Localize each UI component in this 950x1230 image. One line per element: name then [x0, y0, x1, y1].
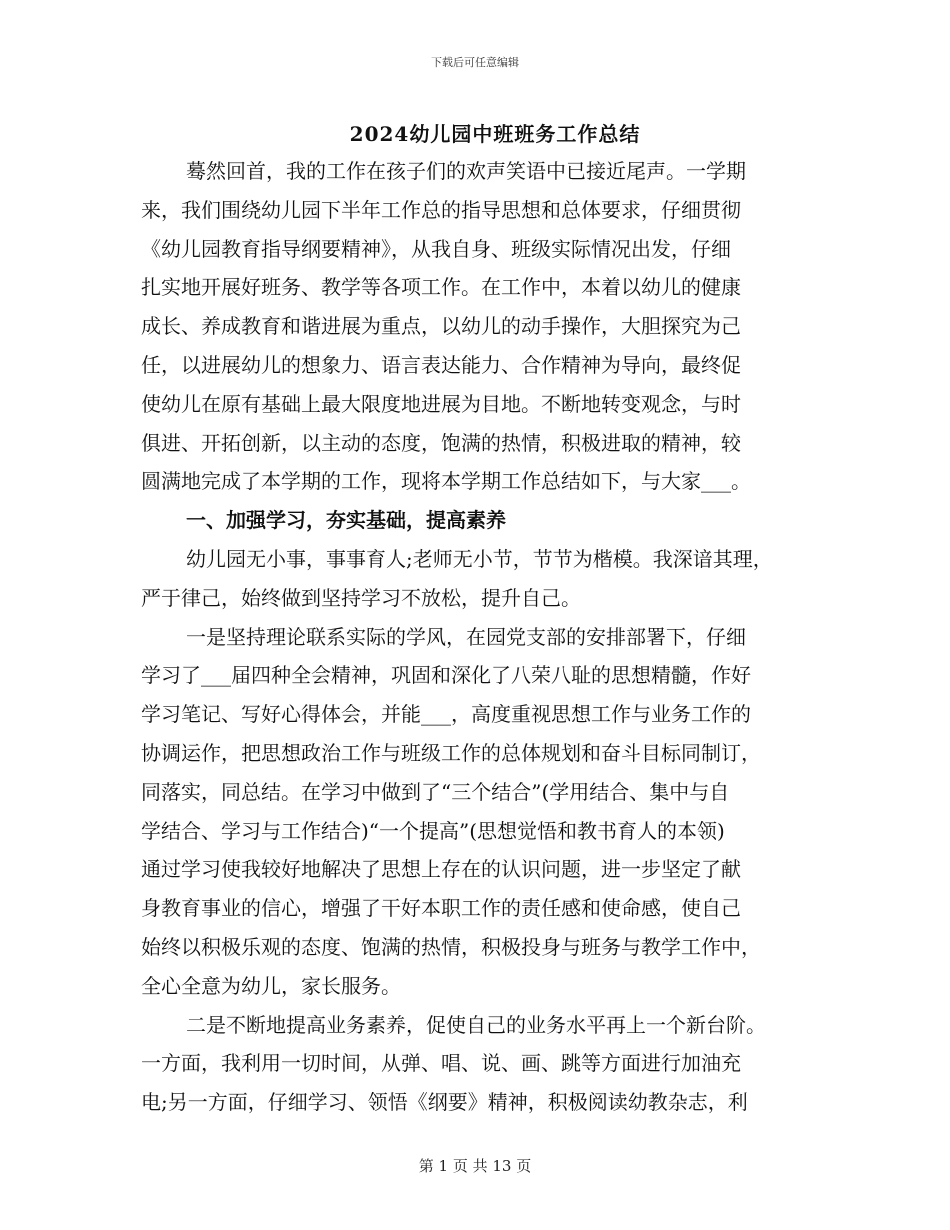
text-line: 扎实地开展好班务、教学等各项工作。在工作中，本着以幼儿的健康 — [141, 275, 741, 300]
text-line: 通过学习使我较好地解决了思想上存在的认识问题，进一步坚定了献 — [141, 857, 741, 882]
text-line: 一方面，我利用一切时间，从弹、唱、说、画、跳等方面进行加油充 — [141, 1051, 741, 1076]
text-line: 《幼儿园教育指导纲要精神》，从我自身、班级实际情况出发，仔细 — [141, 236, 731, 261]
text-line: 使幼儿在原有基础上最大限度地进展为目地。不断地转变观念，与时 — [141, 391, 741, 416]
text-line: 学习笔记、写好心得体会，并能___，高度重视思想工作与业务工作的 — [141, 702, 751, 727]
header-note: 下载后可任意编辑 — [431, 56, 519, 69]
text-line: 一是坚持理论联系实际的学风，在园党支部的安排部署下，仔细 — [186, 624, 746, 649]
text-line: 圆满地完成了本学期的工作，现将本学期工作总结如下，与大家___。 — [141, 469, 751, 494]
document-title: 2024幼儿园中班班务工作总结 — [349, 122, 641, 146]
text-line: 来，我们围绕幼儿园下半年工作总的指导思想和总体要求，仔细贯彻 — [141, 197, 741, 222]
text-line: 电;另一方面，仔细学习、领悟《纲要》精神，积极阅读幼教杂志，利 — [141, 1090, 748, 1115]
text-line: 蓦然回首，我的工作在孩子们的欢声笑语中已接近尾声。一学期 — [186, 159, 746, 183]
text-line: 成长、养成教育和谐进展为重点，以幼儿的动手操作，大胆探究为己 — [141, 314, 741, 339]
text-line: 始终以积极乐观的态度、饱满的热情，积极投身与班务与教学工作中， — [141, 934, 761, 959]
text-line: 身教育事业的信心，增强了干好本职工作的责任感和使命感，使自己 — [141, 896, 741, 921]
page-footer: 第 1 页 共 13 页 — [418, 1157, 532, 1175]
text-line: 幼儿园无小事，事事育人;老师无小节，节节为楷模。我深谙其理， — [186, 546, 773, 571]
document-body — [141, 152, 811, 1122]
text-line: 学结合、学习与工作结合)“一个提高”(思想觉悟和教书育人的本领) — [141, 818, 725, 843]
text-line: 俱进、开拓创新，以主动的态度，饱满的热情，积极进取的精神，较 — [141, 430, 741, 455]
text-line: 二是不断地提高业务素养，促使自己的业务水平再上一个新台阶。 — [186, 1012, 766, 1037]
text-line: 同落实，同总结。在学习中做到了“三个结合”(学用结合、集中与自 — [141, 779, 730, 804]
text-line: 学习了___届四种全会精神，巩固和深化了八荣八耻的思想精髓，作好 — [141, 663, 751, 688]
text-line: 全心全意为幼儿，家长服务。 — [141, 973, 401, 998]
text-line: 严于律己，始终做到坚持学习不放松，提升自己。 — [141, 585, 581, 610]
section-heading: 一、加强学习，夯实基础，提高素养 — [186, 508, 506, 533]
text-line: 协调运作，把思想政治工作与班级工作的总体规划和奋斗目标同制订， — [141, 740, 761, 765]
text-line: 任，以进展幼儿的想象力、语言表达能力、合作精神为导向，最终促 — [141, 352, 741, 377]
